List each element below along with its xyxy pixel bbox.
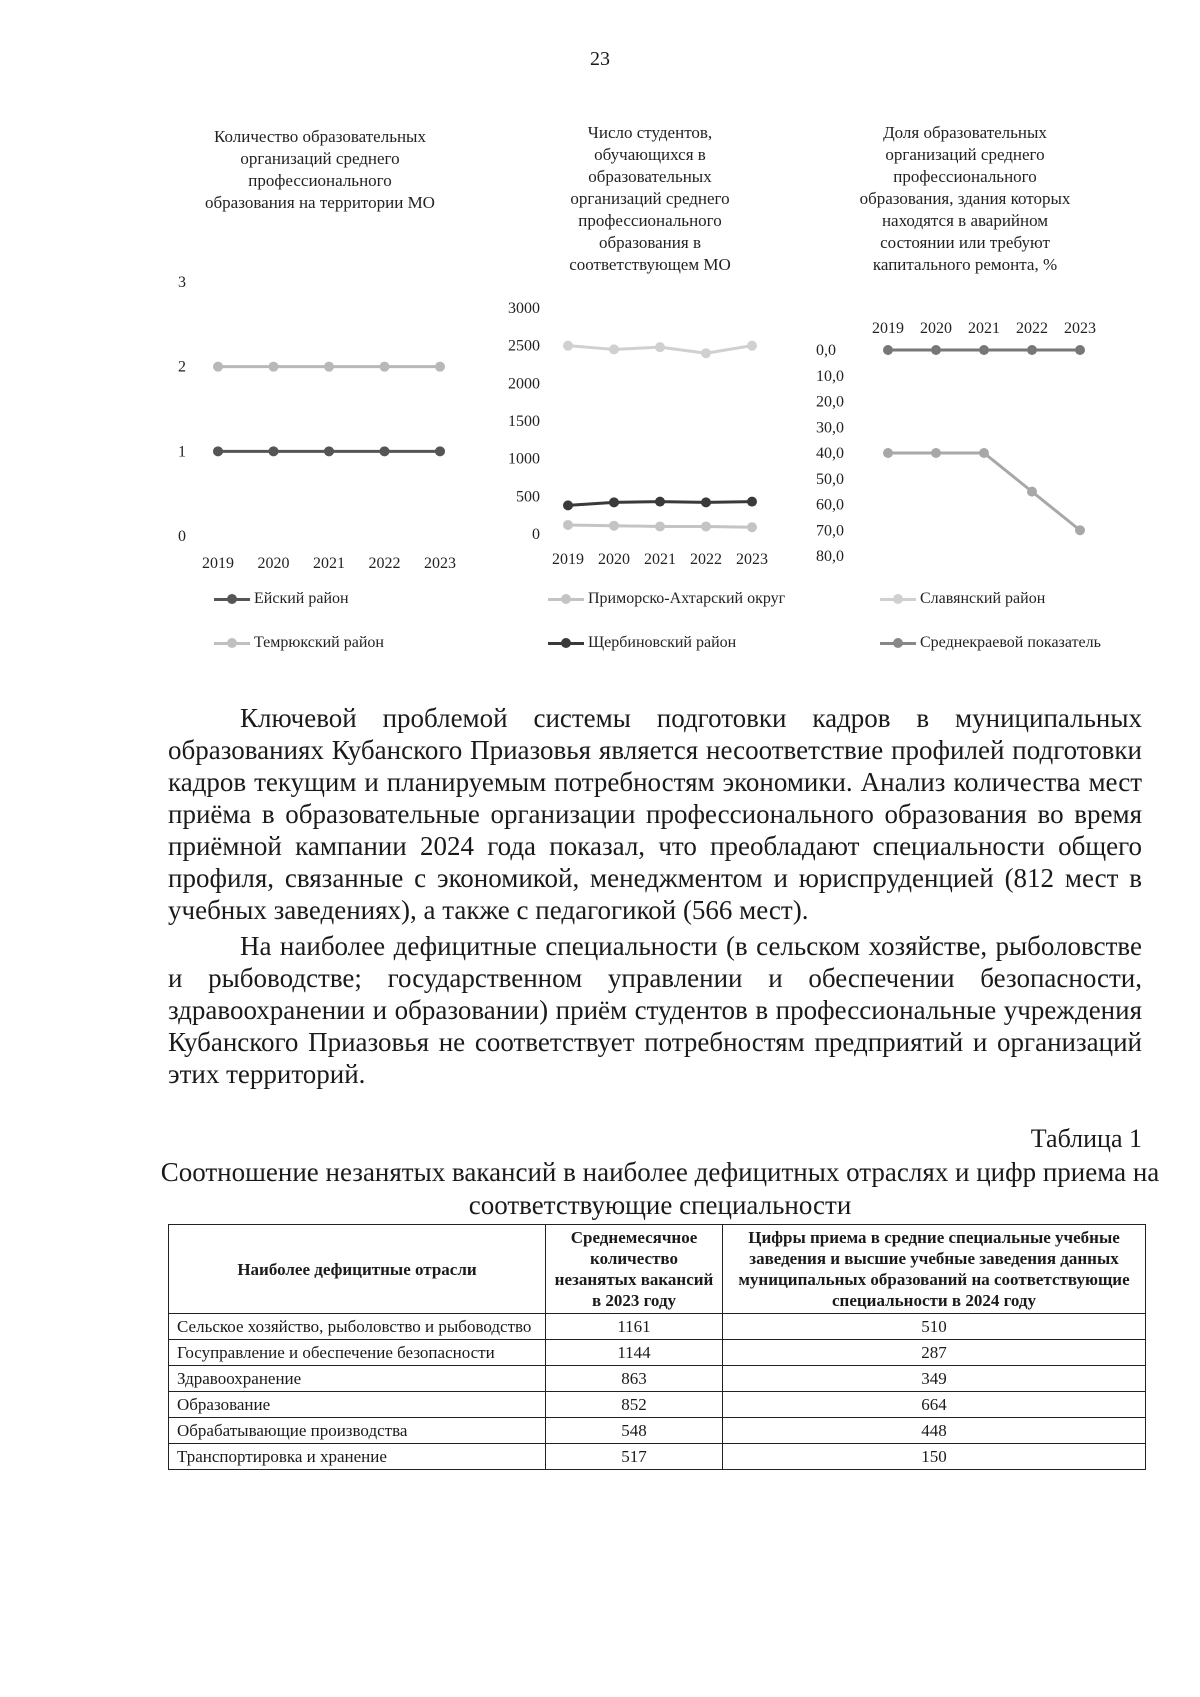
y-tick-label: 50,0 bbox=[816, 470, 844, 488]
x-tick-label: 2020 bbox=[257, 555, 290, 572]
table-cell: Транспортировка и хранение bbox=[169, 1444, 546, 1470]
y-tick-label: 80,0 bbox=[816, 548, 844, 565]
table-header: Цифры приема в средние специальные учебные заведения и высшие учебные заведения данных муниципальных образований на соответствующие специальности в 2024 году bbox=[723, 1225, 1146, 1314]
x-tick-label: 2023 bbox=[424, 555, 456, 572]
y-tick-label: 1 bbox=[178, 443, 186, 461]
x-tick-label: 2023 bbox=[736, 551, 768, 568]
y-tick-label: 2000 bbox=[508, 375, 540, 393]
x-tick-label: 2021 bbox=[313, 555, 345, 572]
table-row bbox=[169, 1314, 1146, 1340]
table-header-row bbox=[169, 1225, 1146, 1314]
chart-plot bbox=[0, 0, 1200, 600]
table-cell: 548 bbox=[546, 1418, 723, 1444]
y-tick-label: 60,0 bbox=[816, 496, 844, 514]
data-point bbox=[931, 345, 941, 355]
x-tick-label: 2020 bbox=[598, 551, 630, 568]
table-cell: 852 bbox=[546, 1392, 723, 1418]
x-tick-label: 2019 bbox=[202, 555, 234, 572]
table-cell: 1161 bbox=[546, 1314, 723, 1340]
table-cell: 287 bbox=[723, 1340, 1146, 1366]
y-tick-label: 30,0 bbox=[816, 419, 844, 437]
legend-item: Приморско-Ахтарский округ bbox=[548, 590, 785, 608]
x-tick-label: 2021 bbox=[644, 551, 676, 568]
series-line bbox=[888, 453, 1080, 530]
data-point bbox=[883, 345, 893, 355]
x-tick-label: 2020 bbox=[920, 320, 952, 337]
y-tick-label: 40,0 bbox=[816, 445, 844, 462]
y-tick-label: 3 bbox=[178, 274, 186, 291]
table-cell: 448 bbox=[723, 1418, 1146, 1444]
table-cell: 1144 bbox=[546, 1340, 723, 1366]
data-point bbox=[1075, 345, 1085, 355]
table-cell: Образование bbox=[169, 1392, 546, 1418]
legend-item: Славянский район bbox=[880, 590, 1045, 608]
data-point bbox=[979, 448, 989, 458]
x-tick-label: 2022 bbox=[368, 555, 401, 572]
x-tick-label: 2022 bbox=[690, 551, 722, 568]
data-point bbox=[1027, 345, 1037, 355]
table-header: Среднемесячное количество незанятых вакансий в 2023 году bbox=[546, 1225, 723, 1314]
table-row bbox=[169, 1366, 1146, 1392]
y-tick-label: 500 bbox=[516, 488, 540, 506]
chart-title: Количество образовательных организаций среднего профессионального образования на территории МО bbox=[205, 127, 435, 212]
y-tick-label: 2500 bbox=[508, 337, 540, 355]
page-number: 23 bbox=[590, 48, 610, 70]
y-tick-label: 0 bbox=[178, 528, 186, 545]
paragraph: На наиболее дефицитные специальности (в сельском хозяйстве, рыболовстве и рыбоводстве; государственном управлении и обеспечении безопасности, здравоохранении и образовании) приём студентов в профессиональные учреждения Кубанского Приазовья не соответствует потребностям предприятий и организаций этих территорий. bbox=[168, 931, 1142, 1089]
table-cell: Сельское хозяйство, рыболовство и рыбоводство bbox=[169, 1314, 546, 1340]
chart-emergency-buildings-share bbox=[0, 0, 1200, 600]
table-cell: Обрабатывающие производства bbox=[169, 1418, 546, 1444]
data-point bbox=[931, 448, 941, 458]
x-tick-label: 2019 bbox=[872, 320, 904, 337]
table-row bbox=[169, 1444, 1146, 1470]
y-tick-label: 1500 bbox=[508, 413, 540, 430]
y-tick-label: 10,0 bbox=[816, 367, 844, 385]
table-cell: 349 bbox=[723, 1366, 1146, 1392]
table-title: Соотношение незанятых вакансий в наиболее дефицитных отраслях и цифр приема на соответствующие специальности bbox=[160, 1157, 1160, 1220]
y-tick-label: 0 bbox=[532, 526, 540, 543]
y-tick-label: 70,0 bbox=[816, 522, 844, 540]
y-tick-label: 20,0 bbox=[816, 393, 844, 411]
data-point bbox=[883, 448, 893, 458]
x-tick-label: 2023 bbox=[1064, 320, 1096, 337]
table-cell: Здравоохранение bbox=[169, 1366, 546, 1392]
data-table bbox=[168, 1224, 1146, 1470]
table-row bbox=[169, 1418, 1146, 1444]
legend-item: Темрюкский район bbox=[214, 634, 384, 652]
table-cell: 664 bbox=[723, 1392, 1146, 1418]
table-header: Наиболее дефицитные отрасли bbox=[169, 1225, 546, 1314]
x-tick-label: 2019 bbox=[552, 551, 584, 568]
data-point bbox=[979, 345, 989, 355]
table-cell: 510 bbox=[723, 1314, 1146, 1340]
table-cell: Госуправление и обеспечение безопасности bbox=[169, 1340, 546, 1366]
legend-item: Среднекраевой показатель bbox=[880, 634, 1101, 652]
body-text bbox=[168, 702, 1142, 1090]
legend-item: Щербиновский район bbox=[548, 634, 736, 652]
y-tick-label: 1000 bbox=[508, 450, 540, 468]
table-cell: 863 bbox=[546, 1366, 723, 1392]
table-row bbox=[169, 1392, 1146, 1418]
table-cell: 150 bbox=[723, 1444, 1146, 1470]
paragraph: Ключевой проблемой системы подготовки кадров в муниципальных образованиях Кубанского Приазовья является несоответствие профилей подготовки кадров текущим и планируемым потребностям экономики. Анализ количества мест приёма в образовательные организации профессионального образования во время приёмной кампании 2024 года показал, что преобладают специальности общего профиля, связанные с экономикой, менеджментом и юриспруденцией (812 мест в учебных заведениях), а также с педагогикой (566 мест). bbox=[168, 703, 1142, 925]
table-label: Таблица 1 bbox=[1030, 1124, 1142, 1153]
table-row bbox=[169, 1340, 1146, 1366]
data-point bbox=[1027, 487, 1037, 497]
table-cell: 517 bbox=[546, 1444, 723, 1470]
y-tick-label: 3000 bbox=[508, 300, 540, 317]
chart-title: Доля образовательных организаций среднего профессионального образования, здания которых находятся в аварийном состоянии или требуют капитального ремонта, % bbox=[859, 123, 1071, 274]
x-tick-label: 2022 bbox=[1016, 320, 1048, 337]
y-tick-label: 0,0 bbox=[816, 342, 836, 359]
data-point bbox=[1075, 525, 1085, 535]
legend-item: Ейский район bbox=[214, 590, 349, 608]
chart-title: Число студентов, обучающихся в образовательных организаций среднего профессионального образования в соответствующем МО bbox=[569, 123, 731, 274]
y-tick-label: 2 bbox=[178, 358, 186, 376]
x-tick-label: 2021 bbox=[968, 320, 1000, 337]
